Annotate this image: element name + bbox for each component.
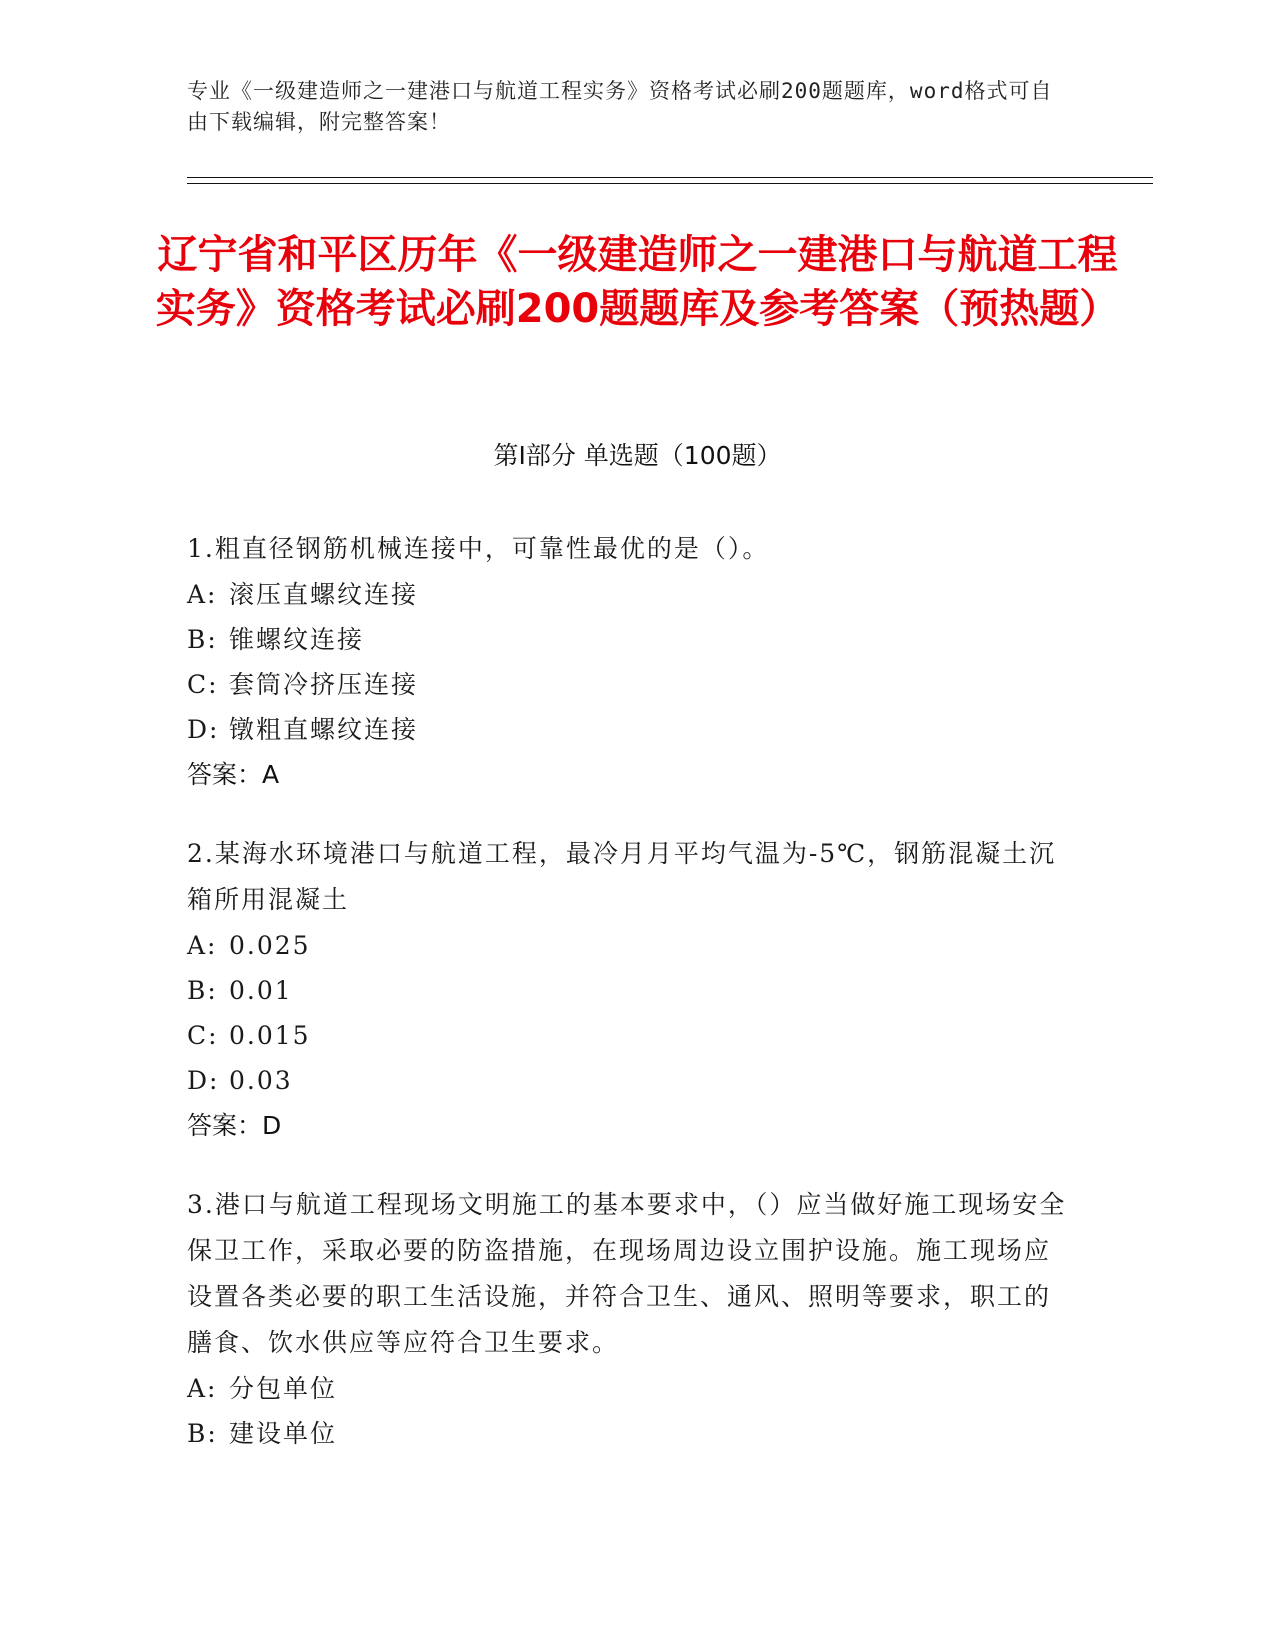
option-key: B: <box>187 976 218 1005</box>
question-stem: 3.港口与航道工程现场文明施工的基本要求中，（）应当做好施工现场安全保卫工作，采取必要的防盗措施，在现场周边设立围护设施。施工现场应设置各类必要的职工生活设施，并符合卫生、通风、照明等要求，职工的膳食、饮水供应等应符合卫生要求。 <box>187 1190 1067 1357</box>
question-1 <box>187 526 1067 797</box>
option-d <box>187 707 1067 752</box>
option-key: D: <box>187 715 220 744</box>
document-title: 辽宁省和平区历年《一级建造师之一建港口与航道工程实务》资格考试必刷200题题库及参考答案（预热题） <box>155 232 1120 332</box>
option-key: A: <box>187 1374 218 1403</box>
option-key: C: <box>187 1021 219 1050</box>
option-a <box>187 1366 1067 1411</box>
header-note: 专业《一级建造师之一建港口与航道工程实务》资格考试必刷200题题库，word格式可自由下载编辑，附完整答案！ <box>187 79 1053 134</box>
option-key: D: <box>187 1066 220 1095</box>
answer: 答案：A <box>187 760 280 789</box>
option-b <box>187 617 1067 662</box>
option-b <box>187 968 1067 1013</box>
header-divider-top <box>187 177 1153 178</box>
question-list <box>187 526 1067 1490</box>
question-stem: 1.粗直径钢筋机械连接中，可靠性最优的是（）。 <box>187 534 770 563</box>
option-text: 套筒冷挤压连接 <box>229 670 419 699</box>
option-text: 建设单位 <box>229 1419 338 1448</box>
question-stem: 2.某海水环境港口与航道工程，最冷月月平均气温为-5℃，钢筋混凝土沉箱所用混凝土 <box>187 839 1057 914</box>
option-key: A: <box>187 580 218 609</box>
option-a <box>187 572 1067 617</box>
option-b <box>187 1411 1067 1456</box>
header-divider-bottom <box>187 183 1153 184</box>
answer: 答案：D <box>187 1111 282 1140</box>
option-key: A: <box>187 931 218 960</box>
option-key: C: <box>187 670 219 699</box>
question-2 <box>187 831 1067 1148</box>
option-text: 滚压直螺纹连接 <box>229 580 419 609</box>
option-text: 锥螺纹连接 <box>229 625 365 654</box>
option-c <box>187 662 1067 707</box>
option-key: B: <box>187 1419 218 1448</box>
section-heading: 第Ⅰ部分 单选题（100题） <box>493 441 782 470</box>
option-a <box>187 923 1067 968</box>
option-c <box>187 1013 1067 1058</box>
option-text: 0.025 <box>229 931 311 960</box>
option-text: 0.03 <box>229 1066 293 1095</box>
option-text: 分包单位 <box>229 1374 338 1403</box>
question-3 <box>187 1182 1067 1456</box>
option-d <box>187 1058 1067 1103</box>
option-text: 0.01 <box>229 976 293 1005</box>
option-key: B: <box>187 625 218 654</box>
option-text: 0.015 <box>229 1021 311 1050</box>
option-text: 镦粗直螺纹连接 <box>229 715 419 744</box>
